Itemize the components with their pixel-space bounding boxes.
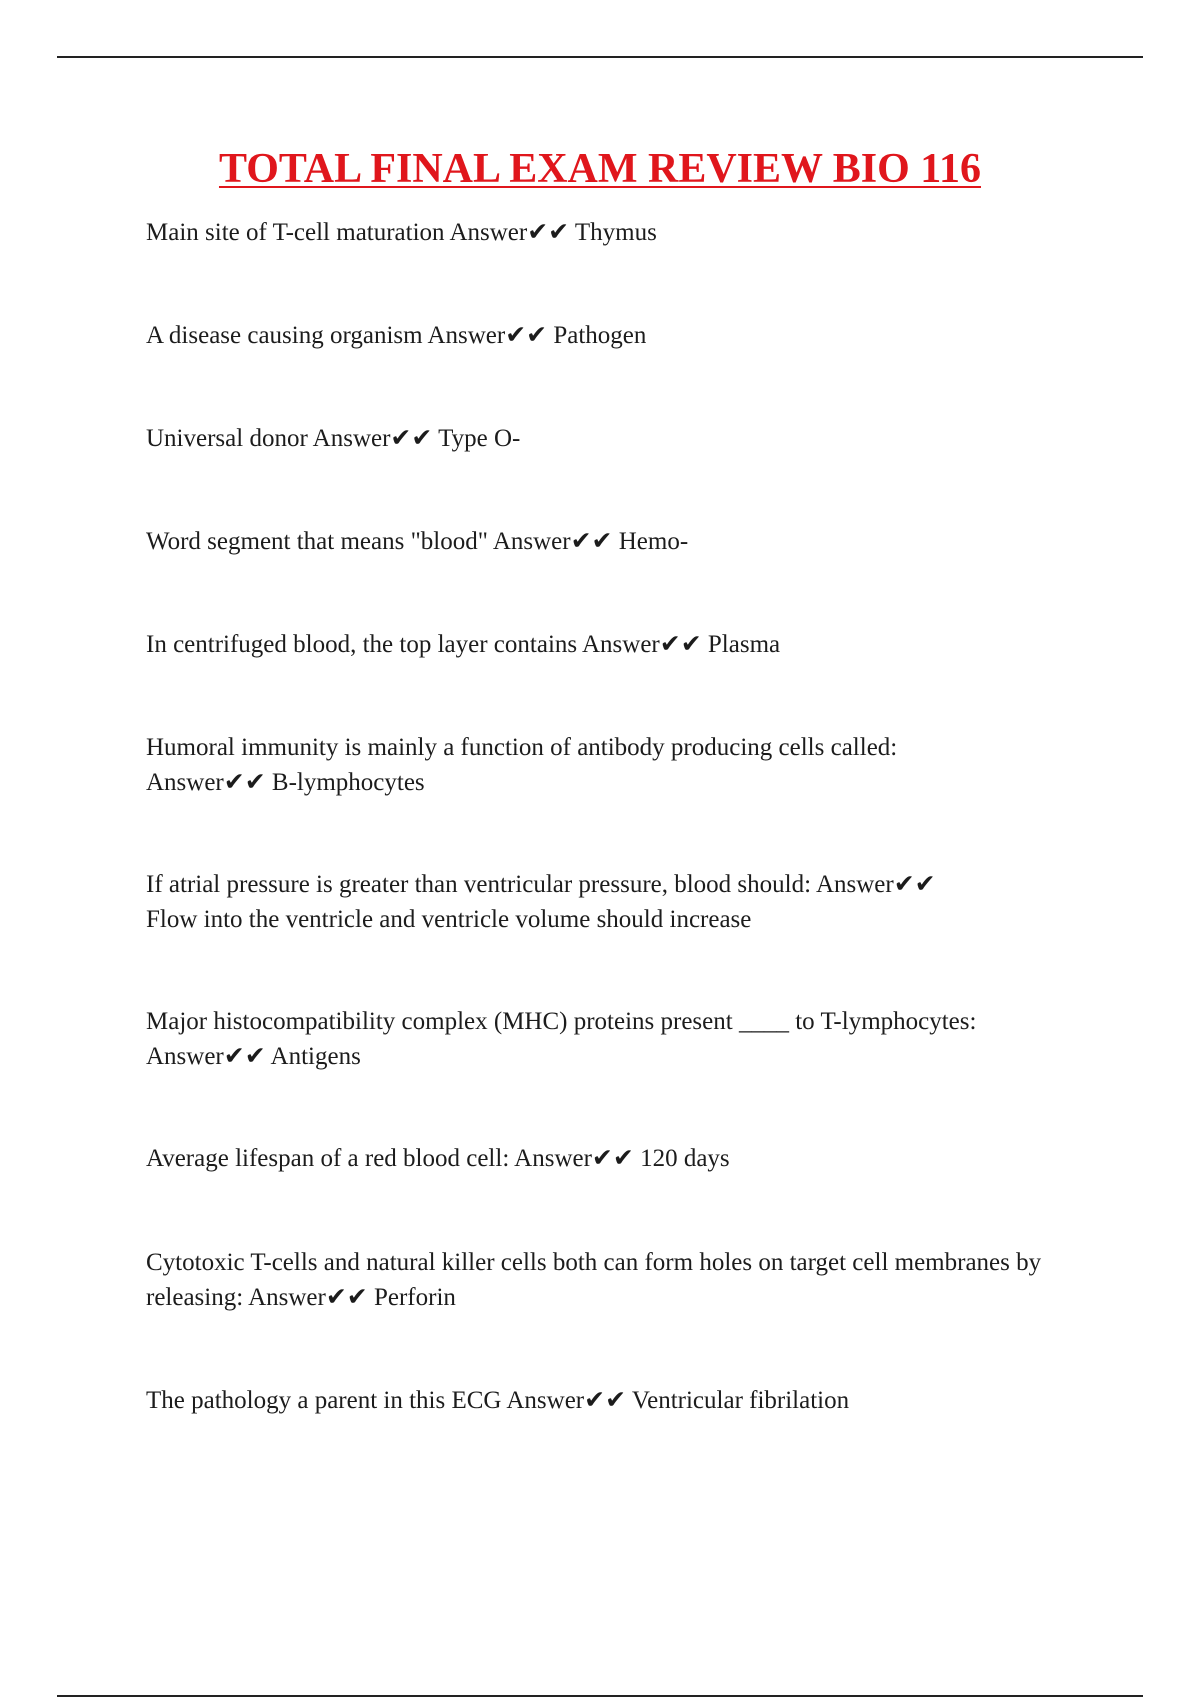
qa-item-10 xyxy=(146,1245,1106,1315)
answer-text: Thymus xyxy=(574,219,657,246)
answer-marker: Answer✔✔ xyxy=(514,1145,634,1172)
question-text: Cytotoxic T-cells and natural killer cells both can form holes on target cell membranes by releasing: xyxy=(146,1249,1042,1311)
question-text: A disease causing organism xyxy=(146,322,423,349)
answer-marker: Answer✔✔ xyxy=(427,322,548,349)
question-text: Humoral immunity is mainly a function of antibody producing cells called: xyxy=(146,734,898,761)
question-text: If atrial pressure is greater than ventricular pressure, blood should: xyxy=(146,871,812,898)
qa-item-5 xyxy=(146,627,1106,662)
question-text: The pathology a parent in this ECG xyxy=(146,1387,502,1414)
answer-marker: Answer✔✔ xyxy=(312,425,433,452)
qa-item-6 xyxy=(146,730,1106,800)
answer-marker: Answer✔✔ xyxy=(815,871,936,898)
answer-marker: Answer✔✔ xyxy=(146,1043,266,1070)
question-text: Universal donor xyxy=(146,425,308,452)
question-text: Average lifespan of a red blood cell: xyxy=(146,1145,510,1172)
qa-item-4 xyxy=(146,524,1106,559)
answer-text: Flow into the ventricle and ventricle volume should increase xyxy=(146,906,752,933)
top-rule xyxy=(57,56,1143,58)
answer-marker: Answer✔✔ xyxy=(146,769,266,796)
answer-text: B-lymphocytes xyxy=(271,769,425,796)
answer-text: Plasma xyxy=(707,631,781,658)
question-text: Major histocompatibility complex (MHC) proteins present ____ to T-lymphocytes: xyxy=(146,1008,977,1035)
answer-marker: Answer✔✔ xyxy=(449,219,570,246)
qa-item-3 xyxy=(146,421,1106,456)
qa-item-2 xyxy=(146,318,1106,353)
question-text: In centrifuged blood, the top layer contains xyxy=(146,631,578,658)
qa-item-8 xyxy=(146,1004,1106,1074)
answer-text: Perforin xyxy=(373,1284,456,1311)
qa-item-1 xyxy=(146,215,1106,250)
answer-text: Antigens xyxy=(270,1043,361,1070)
qa-item-7 xyxy=(146,867,1106,937)
question-text: Main site of T-cell maturation xyxy=(146,219,445,246)
answer-text: Pathogen xyxy=(553,322,647,349)
qa-item-9 xyxy=(146,1141,1106,1176)
qa-item-11 xyxy=(146,1383,1106,1418)
bottom-rule xyxy=(57,1695,1143,1697)
answer-text: 120 days xyxy=(640,1145,730,1172)
answer-text: Hemo- xyxy=(618,528,689,555)
answer-marker: Answer✔✔ xyxy=(492,528,613,555)
question-text: Word segment that means "blood" xyxy=(146,528,488,555)
answer-text: Type O- xyxy=(438,425,521,452)
answer-marker: Answer✔✔ xyxy=(248,1284,368,1311)
page-title: TOTAL FINAL EXAM REVIEW BIO 116 xyxy=(218,146,981,192)
answer-text: Ventricular fibrilation xyxy=(631,1387,850,1414)
answer-marker: Answer✔✔ xyxy=(506,1387,627,1414)
answer-marker: Answer✔✔ xyxy=(582,631,702,658)
